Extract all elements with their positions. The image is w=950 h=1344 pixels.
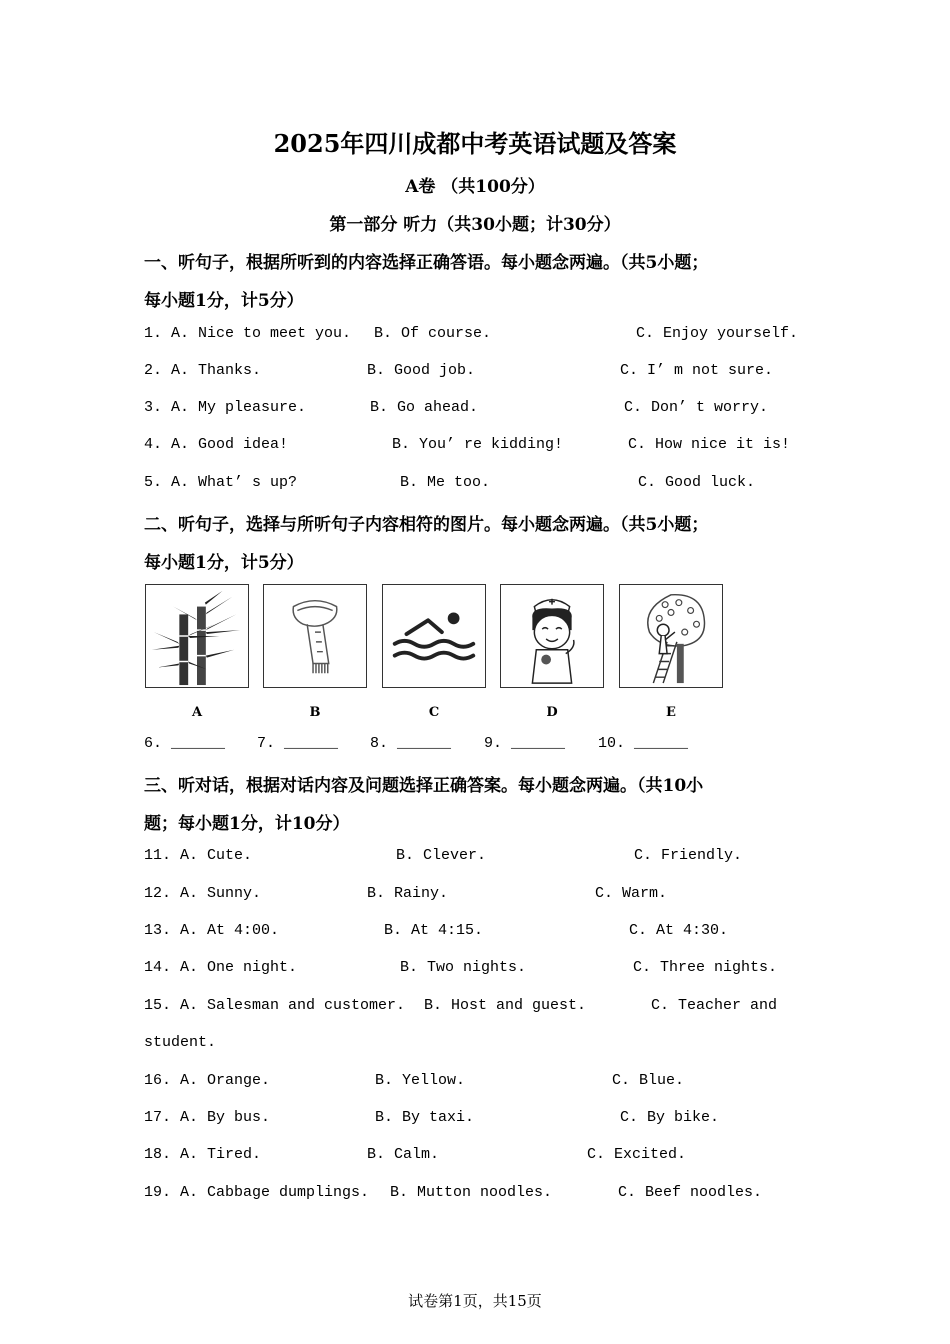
option-a: 13. A. At 4:00. [144, 922, 280, 939]
option-continuation: student. [144, 1034, 217, 1051]
option-b: B. Host and guest. [424, 997, 587, 1014]
page-footer: 试卷第1页，共15页 [408, 1292, 542, 1310]
option-c: C. Three nights. [633, 959, 778, 976]
option-c: C. Excited. [587, 1146, 687, 1163]
option-a: 12. A. Sunny. [144, 885, 262, 902]
option-c: C. Don’ t worry. [624, 399, 769, 416]
option-b: B. Two nights. [400, 959, 527, 976]
option-c: C. Good luck. [638, 474, 756, 491]
option-c: C. Beef noodles. [618, 1184, 763, 1201]
option-a: 17. A. By bus. [144, 1109, 271, 1126]
section3-heading-line2: 题；每小题1分，计10分） [144, 814, 350, 834]
option-b: B. Rainy. [367, 885, 449, 902]
option-b: B. Yellow. [375, 1072, 466, 1089]
option-a: 3. A. My pleasure. [144, 399, 307, 416]
option-c: C. Warm. [595, 885, 668, 902]
option-b: B. Me too. [400, 474, 491, 491]
option-c: C. Blue. [612, 1072, 685, 1089]
paper-subtitle: A卷 （共100分） [405, 177, 545, 197]
option-c: C. At 4:30. [629, 922, 729, 939]
answer-blank[interactable]: 7. ______ [257, 735, 339, 752]
option-a: 19. A. Cabbage dumplings. [144, 1184, 370, 1201]
section2-heading-line1: 二、听句子，选择与所听句子内容相符的图片。每小题念两遍。（共5小题； [144, 515, 709, 535]
answer-blank[interactable]: 10. ______ [598, 735, 689, 752]
option-a: 11. A. Cute. [144, 847, 253, 864]
option-c: C. I’ m not sure. [620, 362, 774, 379]
apple-picking-icon [619, 584, 723, 688]
section2-heading-line2: 每小题1分，计5分） [144, 553, 304, 573]
option-b: B. Good job. [367, 362, 476, 379]
nurse-icon [500, 584, 604, 688]
option-a: 15. A. Salesman and customer. [144, 997, 406, 1014]
option-a: 18. A. Tired. [144, 1146, 262, 1163]
option-c: C. How nice it is! [628, 436, 791, 453]
option-a: 14. A. One night. [144, 959, 298, 976]
answer-blank[interactable]: 6. ______ [144, 735, 226, 752]
bamboo-icon [145, 584, 249, 688]
answer-blank[interactable]: 8. ______ [370, 735, 452, 752]
picture-letter: A [191, 705, 203, 720]
option-a: 2. A. Thanks. [144, 362, 262, 379]
option-c: C. Teacher and [651, 997, 778, 1014]
scarf-icon [263, 584, 367, 688]
option-b: B. By taxi. [375, 1109, 475, 1126]
part1-title: 第一部分 听力（共30小题；计30分） [329, 215, 621, 235]
option-a: 1. A. Nice to meet you. [144, 325, 352, 342]
picture-letter: E [666, 705, 676, 720]
option-a: 16. A. Orange. [144, 1072, 271, 1089]
option-b: B. Calm. [367, 1146, 440, 1163]
section1-heading-line2: 每小题1分，计5分） [144, 291, 304, 311]
section1-heading-line1: 一、听句子，根据所听到的内容选择正确答语。每小题念两遍。（共5小题； [144, 253, 709, 273]
option-c: C. Friendly. [634, 847, 743, 864]
option-b: B. Go ahead. [370, 399, 479, 416]
option-c: C. By bike. [620, 1109, 720, 1126]
option-b: B. You’ re kidding! [392, 436, 564, 453]
answer-blank[interactable]: 9. ______ [484, 735, 566, 752]
swimming-icon [382, 584, 486, 688]
picture-letter: C [428, 705, 440, 720]
picture-letter: B [309, 705, 321, 720]
option-b: B. Clever. [396, 847, 487, 864]
option-c: C. Enjoy yourself. [636, 325, 799, 342]
picture-letter: D [546, 705, 558, 720]
option-b: B. Of course. [374, 325, 492, 342]
option-a: 5. A. What’ s up? [144, 474, 298, 491]
section3-heading-line1: 三、听对话，根据对话内容及问题选择正确答案。每小题念两遍。（共10小 [144, 776, 704, 796]
page-title: 2025年四川成都中考英语试题及答案 [273, 129, 677, 158]
option-b: B. Mutton noodles. [390, 1184, 553, 1201]
option-b: B. At 4:15. [384, 922, 484, 939]
option-a: 4. A. Good idea! [144, 436, 289, 453]
